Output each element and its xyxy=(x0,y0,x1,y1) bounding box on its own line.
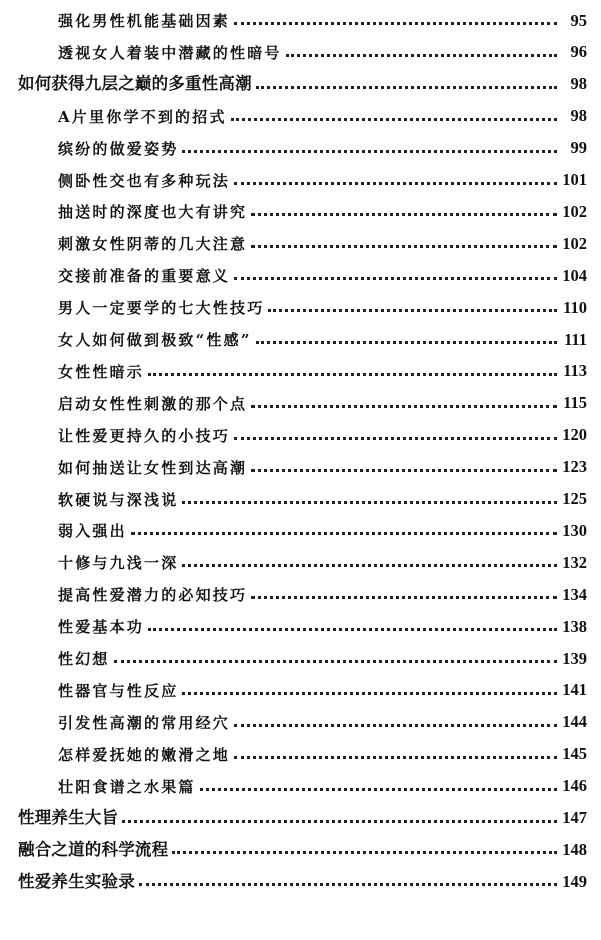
toc-section-entry xyxy=(0,254,601,284)
dot-leader xyxy=(148,628,557,631)
toc-section-entry xyxy=(0,127,601,157)
toc-entry-title: 让性爱更持久的小技巧 xyxy=(58,426,231,445)
toc-entry-title: 缤纷的做爱姿势 xyxy=(58,139,179,158)
toc-section-entry xyxy=(0,765,601,795)
dot-leader xyxy=(234,22,557,25)
toc-chapter-entry xyxy=(0,63,601,93)
toc-entry-page-number: 120 xyxy=(562,425,587,445)
toc-entry-title: 怎样爱抚她的嫩滑之地 xyxy=(58,745,231,764)
dot-leader xyxy=(234,277,557,280)
toc-section-entry xyxy=(0,190,601,220)
toc-entry-page-number: 102 xyxy=(562,233,587,253)
dot-leader xyxy=(251,405,557,408)
toc-entry-title: 性幻想 xyxy=(58,650,110,668)
toc-entry-title: 刺激女性阴蒂的几大注意 xyxy=(58,235,248,254)
toc-entry-title: 十修与九浅一深 xyxy=(58,554,179,573)
dot-leader xyxy=(172,851,557,854)
toc-section-entry xyxy=(0,509,601,539)
toc-section-entry xyxy=(0,733,601,763)
dot-leader xyxy=(200,788,557,791)
toc-entry-title: 性爱养生实验录 xyxy=(18,871,135,891)
toc-entry-page-number: 125 xyxy=(562,489,587,508)
toc-entry-title: 抽送时的深度也大有讲究 xyxy=(58,203,248,222)
toc-entry-page-number: 144 xyxy=(562,712,587,732)
toc-entry-page-number: 146 xyxy=(562,776,587,796)
toc-chapter-entry xyxy=(0,797,601,827)
toc-section-entry xyxy=(0,701,601,731)
toc-entry-title: 交接前准备的重要意义 xyxy=(58,267,231,286)
dot-leader xyxy=(256,341,557,344)
toc-entry-title: 性爱基本功 xyxy=(58,618,145,637)
toc-entry-title: 男人一定要学的七大性技巧 xyxy=(58,299,265,318)
toc-entry-page-number: 138 xyxy=(562,616,587,636)
dot-leader xyxy=(182,501,557,504)
dot-leader xyxy=(256,86,557,89)
toc-entry-page-number: 113 xyxy=(563,361,587,381)
toc-entry-page-number: 104 xyxy=(562,265,587,285)
dot-leader xyxy=(148,373,557,376)
toc-entry-page-number: 102 xyxy=(562,201,587,221)
toc-section-entry xyxy=(0,31,601,61)
dot-leader xyxy=(231,118,557,121)
toc-section-entry xyxy=(0,318,601,348)
dot-leader xyxy=(182,564,557,567)
toc-entry-page-number: 98 xyxy=(570,74,587,94)
toc-entry-title: 性器官与性反应 xyxy=(58,681,179,700)
dot-leader xyxy=(139,883,557,886)
toc-section-entry xyxy=(0,382,601,412)
dot-leader xyxy=(114,660,557,663)
toc-entry-title: 强化男性机能基础因素 xyxy=(58,12,231,30)
toc-entry-title: 透视女人着装中潜藏的性暗号 xyxy=(58,43,282,62)
dot-leader xyxy=(251,213,557,216)
dot-leader xyxy=(268,309,557,312)
toc-section-entry xyxy=(0,669,601,699)
dot-leader xyxy=(251,596,557,599)
toc-section-entry xyxy=(0,446,601,476)
toc-section-entry xyxy=(0,637,601,667)
toc-entry-title: 融合之道的科学流程 xyxy=(18,839,169,859)
toc-entry-page-number: 132 xyxy=(562,552,587,572)
toc-entry-title: A片里你学不到的招式 xyxy=(58,107,227,126)
toc-chapter-entry xyxy=(0,828,601,858)
toc-section-entry xyxy=(0,605,601,635)
toc-entry-title: 女人如何做到极致“性感” xyxy=(58,331,252,349)
toc-entry-title: 弱入强出 xyxy=(58,522,127,541)
toc-section-entry xyxy=(0,222,601,252)
dot-leader xyxy=(251,245,557,248)
toc-entry-title: 壮阳食谱之水果篇 xyxy=(58,777,196,796)
dot-leader xyxy=(251,469,557,472)
toc-entry-page-number: 115 xyxy=(563,393,587,413)
toc-entry-title: 性理养生大旨 xyxy=(18,808,119,827)
toc-entry-page-number: 141 xyxy=(562,680,587,700)
dot-leader xyxy=(182,692,557,695)
toc-entry-page-number: 130 xyxy=(562,520,587,540)
toc-entry-page-number: 123 xyxy=(562,457,587,477)
toc-entry-page-number: 98 xyxy=(570,106,587,126)
toc-entry-page-number: 111 xyxy=(564,329,587,349)
dot-leader xyxy=(234,724,557,727)
dot-leader xyxy=(234,182,557,185)
toc-section-entry xyxy=(0,159,601,189)
toc-entry-page-number: 110 xyxy=(563,297,587,317)
toc-entry-title: 如何抽送让女性到达高潮 xyxy=(58,458,248,477)
dot-leader xyxy=(234,756,557,759)
dot-leader xyxy=(286,54,557,57)
dot-leader xyxy=(234,437,557,440)
toc-entry-title: 女性性暗示 xyxy=(58,362,145,381)
toc-entry-title: 提高性爱潜力的必知技巧 xyxy=(58,586,248,605)
toc-entry-title: 启动女性性刺激的那个点 xyxy=(58,394,248,413)
toc-section-entry xyxy=(0,573,601,603)
toc-chapter-entry xyxy=(0,860,601,890)
toc-entry-title: 引发性高潮的常用经穴 xyxy=(58,713,231,732)
toc-section-entry xyxy=(0,478,601,508)
toc-entry-page-number: 95 xyxy=(570,10,587,30)
toc-entry-title: 如何获得九层之巅的多重性高潮 xyxy=(18,74,252,94)
toc-section-entry xyxy=(0,350,601,380)
toc-entry-title: 软硬说与深浅说 xyxy=(58,490,179,509)
toc-section-entry xyxy=(0,0,601,29)
toc-entry-page-number: 134 xyxy=(562,584,587,604)
toc-section-entry xyxy=(0,414,601,444)
toc-section-entry xyxy=(0,541,601,571)
toc-entry-page-number: 139 xyxy=(562,648,587,668)
toc-entry-page-number: 101 xyxy=(562,170,587,189)
toc-section-entry xyxy=(0,286,601,316)
toc-entry-page-number: 96 xyxy=(570,42,587,62)
toc-entry-page-number: 147 xyxy=(562,808,587,827)
dot-leader xyxy=(122,820,557,823)
toc-entry-page-number: 148 xyxy=(562,839,587,859)
toc-entry-page-number: 99 xyxy=(570,138,587,158)
toc-entry-page-number: 149 xyxy=(562,871,587,891)
dot-leader xyxy=(182,150,557,153)
toc-entry-page-number: 145 xyxy=(562,744,587,764)
dot-leader xyxy=(131,532,557,535)
toc-section-entry xyxy=(0,95,601,125)
toc-entry-title: 侧卧性交也有多种玩法 xyxy=(58,171,231,190)
